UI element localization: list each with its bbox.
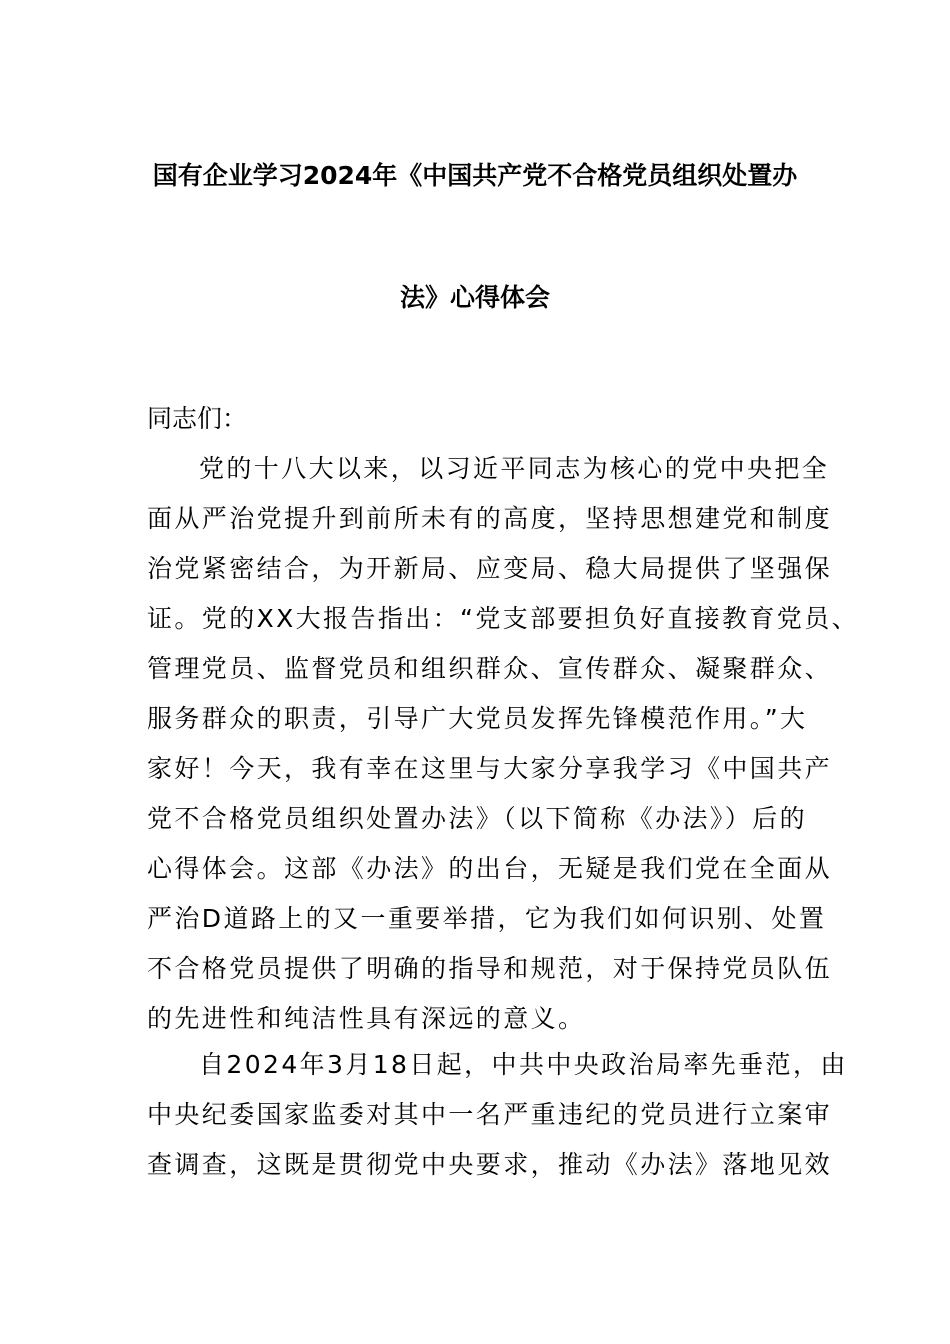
paragraph-line: 自2024年3月18日起，中共中央政治局率先垂范，由 [199,1050,848,1079]
paragraph-line: 不合格党员提供了明确的指导和规范，对于保持党员队伍 [147,954,833,983]
paragraph-line: 面从严治党提升到前所未有的高度，坚持思想建党和制度 [147,504,833,533]
paragraph-line: 党的十八大以来，以习近平同志为核心的党中央把全 [199,454,830,483]
paragraph-line: 中央纪委国家监委对其中一名严重违纪的党员进行立案审 [147,1100,833,1129]
paragraph-line: 管理党员、监督党员和组织群众、宣传群众、凝聚群众、 [147,654,833,683]
paragraph-line: 的先进性和纯洁性具有深远的意义。 [147,1004,586,1033]
paragraph-line: 治党紧密结合，为开新局、应变局、稳大局提供了坚强保 [147,554,833,583]
paragraph-2 [147,1040,848,1190]
document-title-line-2: 法》心得体会 [399,283,550,312]
paragraph-line: 查调查，这既是贯彻党中央要求，推动《办法》落地见效 [147,1150,833,1179]
paragraph-line: 严治D道路上的又一重要举措，它为我们如何识别、处置 [147,904,827,933]
document-title-line-1: 国有企业学习2024年《中国共产党不合格党员组织处置办 [152,161,798,190]
paragraph-line: 服务群众的职责，引导广大党员发挥先锋模范作用。”大 [147,704,808,733]
paragraph-line: 心得体会。这部《办法》的出台，无疑是我们党在全面从 [147,854,833,883]
paragraph-line: 党不合格党员组织处置办法》（以下简称《办法》）后的 [147,804,808,833]
salutation: 同志们： [147,404,248,433]
paragraph-1 [147,444,860,1044]
paragraph-line: 证。党的XX大报告指出：“党支部要担负好直接教育党员、 [147,604,860,633]
paragraph-line: 家好！今天，我有幸在这里与大家分享我学习《中国共产 [147,754,833,783]
